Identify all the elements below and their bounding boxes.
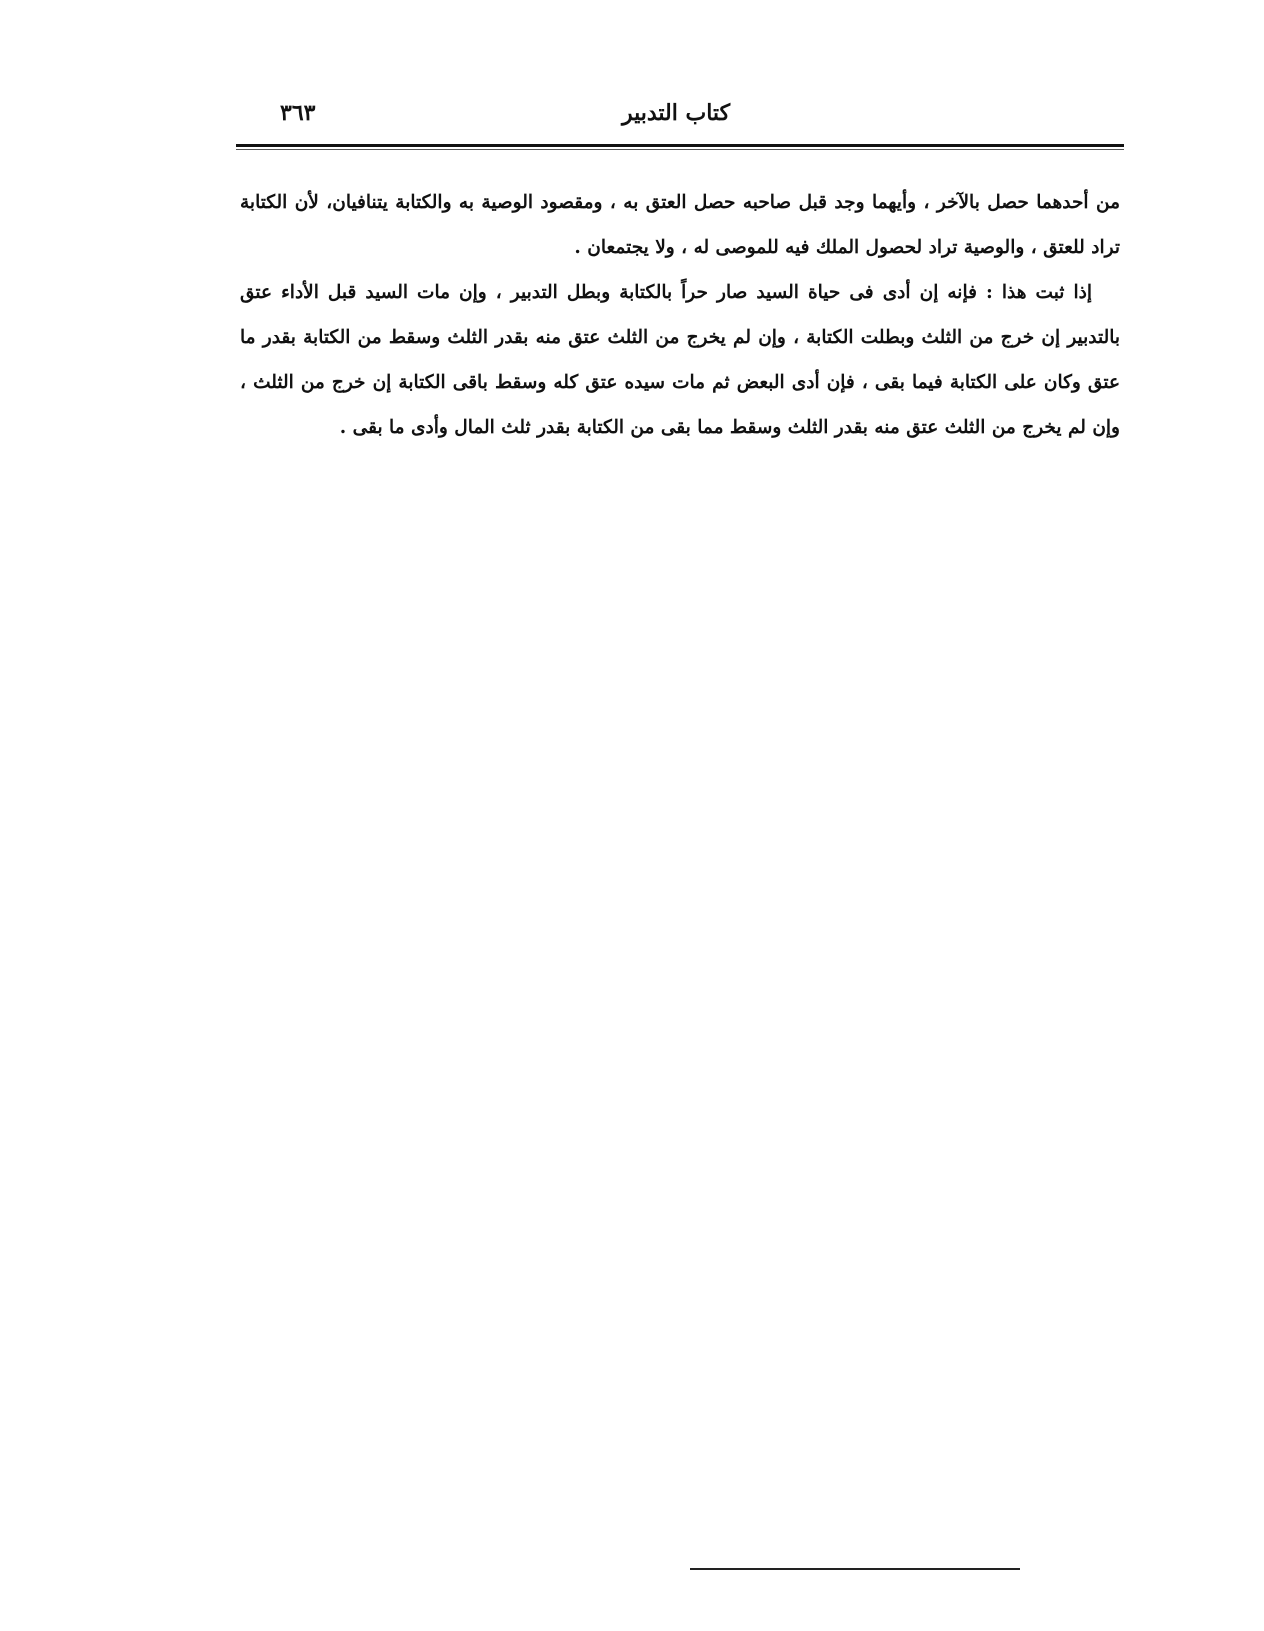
header-rule-thin xyxy=(236,149,1124,150)
paragraph-1: من أحدهما حصل بالآخر ، وأيهما وجد قبل صاحبه حصل العتق به ، ومقصود الوصية به والكتابة يتنافيان، لأن الكتابة تراد للعتق ، والوصية تراد لحصول الملك فيه للموصى له ، ولا يجتمعان . xyxy=(240,192,1120,258)
paragraph-2: إذا ثبت هذا : فإنه إن أدى فى حياة السيد صار حراً بالكتابة وبطل التدبير ، وإن مات السيد قبل الأداء عتق بالتدبير إن خرج من الثلث وبطلت الكتابة ، وإن لم يخرج من الثلث عتق منه بقدر الثلث وسقط من الكتابة بقدر ما عتق وكان على الكتابة فيما بقى ، فإن أدى البعض ثم مات سيده عتق كله وسقط باقى الكتابة إن خرج من الثلث ، وإن لم يخرج من الثلث عتق منه بقدر الثلث وسقط مما بقى من الكتابة بقدر ثلث المال وأدى ما بقى . xyxy=(240,282,1120,438)
page-number: ٣٦٣ xyxy=(280,100,316,126)
running-title: كتاب التدبير xyxy=(621,100,731,126)
body-text xyxy=(240,180,1120,450)
footnote-rule xyxy=(690,1568,1020,1570)
header-rule xyxy=(236,144,1124,147)
running-header xyxy=(236,100,1124,136)
